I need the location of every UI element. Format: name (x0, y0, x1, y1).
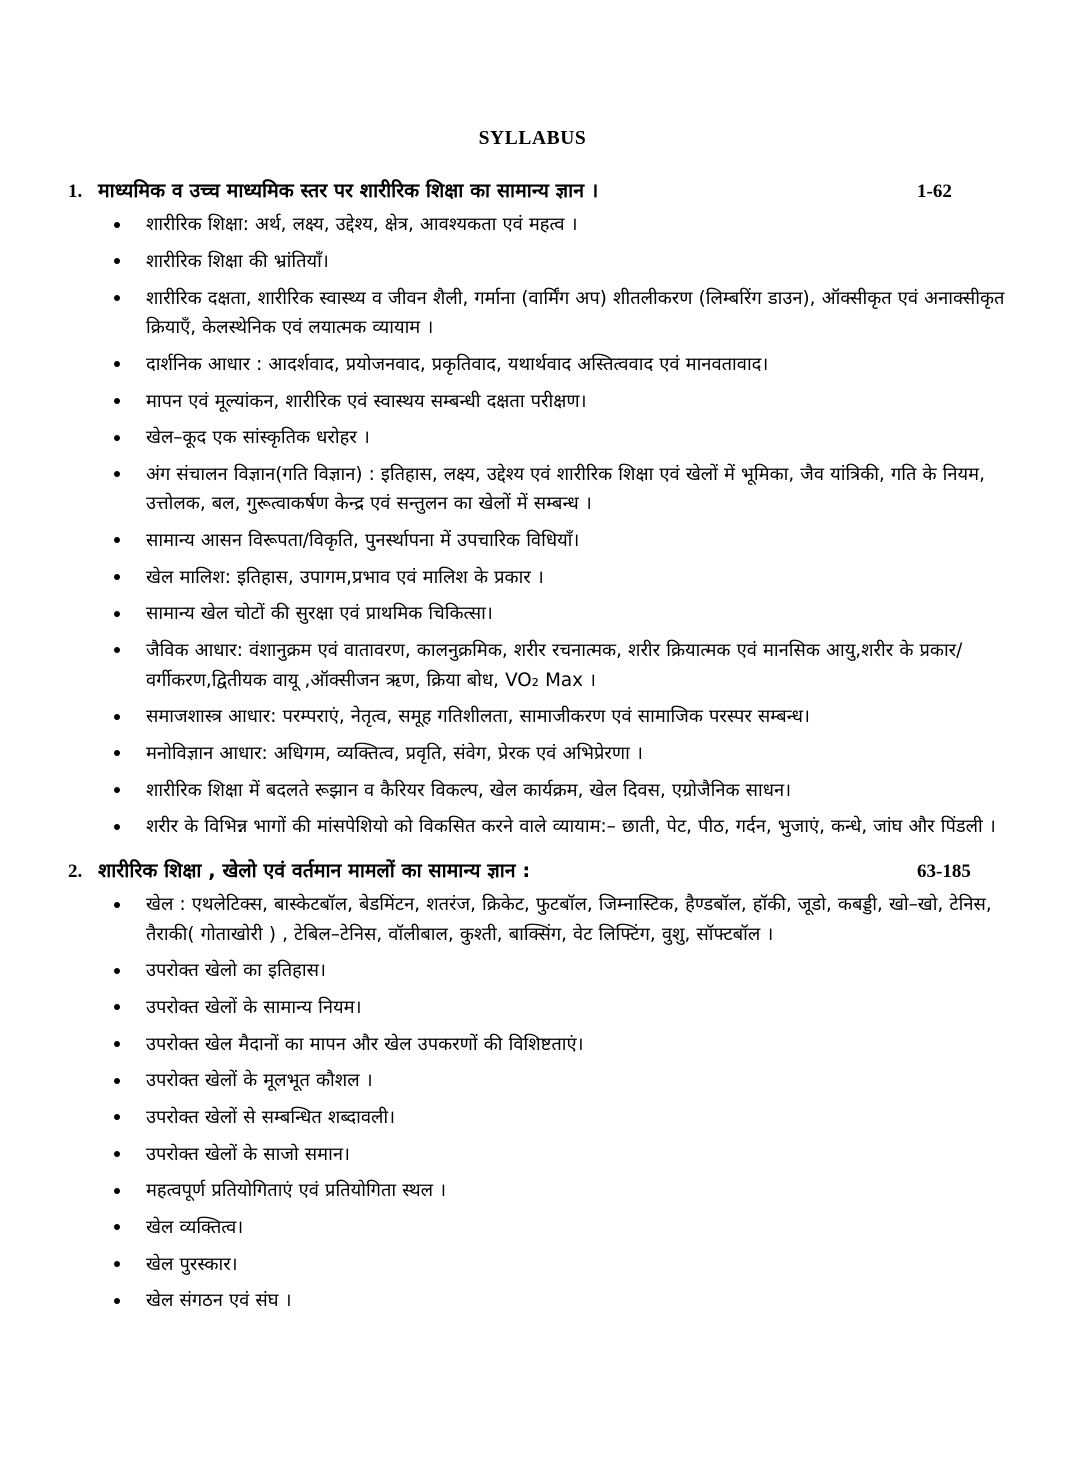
list-item-text: खेल मालिश: इतिहास, उपागम,प्रभाव एवं मालिश के प्रकार । (146, 566, 544, 588)
bullet-dot-icon (114, 902, 120, 908)
list-item (110, 423, 1007, 453)
list-item (110, 247, 1007, 277)
bullet-dot-icon (114, 611, 120, 617)
bullet-dot-icon (114, 471, 120, 477)
list-item-text: शरीर के विभिन्न भागों की मांसपेशियो को विकसित करने वाले व्यायाम:– छाती, पेट, पीठ, गर्दन, भुजाएं, कन्धे, जांघ और पिंडली । (146, 816, 996, 838)
bullet-dot-icon (114, 398, 120, 404)
bullet-dot-icon (114, 1298, 120, 1304)
list-item (110, 210, 1007, 240)
list-item (110, 387, 1007, 417)
list-item (110, 599, 1007, 629)
list-item (110, 1213, 1007, 1243)
list-item-text: मनोविज्ञान आधार: अधिगम, व्यक्तित्व, प्रवृति, संवेग, प्रेरक एवं अभिप्रेरणा । (146, 742, 643, 764)
list-item-text: उपरोक्त खेलों के मूलभूत कौशल । (146, 1070, 373, 1092)
list-item-text: सामान्य आसन विरूपता/विकृति, पुनर्स्थापना में उपचारिक विधियाँ। (146, 530, 580, 552)
list-item-text: दार्शनिक आधार : आदर्शवाद, प्रयोजनवाद, प्रकृतिवाद, यथार्थवाद अस्तित्ववाद एवं मानवतावाद। (146, 353, 769, 375)
list-item (110, 956, 1007, 986)
section-2-number: 2. (68, 860, 83, 882)
list-item-text: जैविक आधार: वंशानुक्रम एवं वातावरण, कालनुक्रमिक, शरीर रचनात्मक, शरीर क्रियात्मक एवं मानसिक आयु,शरीर के प्रकार/वर्गीकरण,द्वितीयक वायू ,ऑक्सीजन ऋण, क्रिया बोध, VO₂ Max । (146, 640, 963, 691)
list-item (110, 460, 1007, 519)
section-2-title: शारीरिक शिक्षा , खेलो एवं वर्तमान मामलों का सामान्य ज्ञान : (98, 858, 531, 882)
list-item-text: खेल : एथलेटिक्स, बास्केटबॉल, बेडमिंटन, शतरंज, क्रिकेट, फुटबॉल, जिम्नास्टिक, हैण्डबॉल, हॉकी, जूडो, कबड्डी, खो–खो, टेनिस, तैराकी( गोताखोरी ) , टेबिल–टेनिस, वॉलीबाल, कुश्ती, बाक्सिंग, वेट लिफ्टिंग, वुशु, सॉफ्टबॉल । (146, 894, 992, 945)
bullet-dot-icon (114, 647, 120, 653)
list-item (110, 1066, 1007, 1096)
section-1-page-range: 1-62 (917, 181, 952, 202)
list-item-text: उपरोक्त खेल मैदानों का मापन और खेल उपकरणों की विशिष्टताएं। (146, 1033, 584, 1055)
bullet-dot-icon (114, 968, 120, 974)
list-item-text: खेल व्यक्तित्व। (146, 1216, 244, 1238)
bullet-dot-icon (114, 1004, 120, 1010)
list-item-text: उपरोक्त खेलों से सम्बन्धित शब्दावली। (146, 1107, 396, 1128)
bullet-dot-icon (114, 824, 120, 830)
list-item-text: शारीरिक शिक्षा: अर्थ, लक्ष्य, उद्देश्य, क्षेत्र, आवश्यकता एवं महत्व । (146, 214, 578, 236)
bullet-dot-icon (114, 258, 120, 264)
bullet-dot-icon (114, 361, 120, 367)
bullet-dot-icon (114, 787, 120, 793)
bullet-dot-icon (114, 714, 120, 720)
list-item (110, 1140, 1007, 1170)
section-1-heading (0, 178, 1065, 204)
list-item-text: उपरोक्त खेलो का इतिहास। (146, 960, 326, 982)
list-item (110, 1030, 1007, 1060)
list-item (110, 1286, 1007, 1316)
section-1-topic-list (0, 210, 1065, 842)
list-item (110, 526, 1007, 556)
list-item (110, 350, 1007, 380)
list-item (110, 284, 1007, 343)
list-item-text: खेल पुरस्कार। (146, 1253, 238, 1275)
list-item-text: अंग संचालन विज्ञान(गति विज्ञान) : इतिहास, लक्ष्य, उद्देश्य एवं शारीरिक शिक्षा एवं खेलों में भूमिका, जैव यांत्रिकी, गति के नियम, उत्तोलक, बल, गुरूत्वाकर्षण केन्द्र एवं सन्तुलन का खेलों में सम्बन्ध । (146, 463, 985, 515)
bullet-dot-icon (114, 574, 120, 580)
bullet-dot-icon (114, 1261, 120, 1267)
bullet-dot-icon (114, 1078, 120, 1084)
list-item (110, 890, 1007, 949)
section-2-heading (0, 858, 1065, 884)
list-item-text: शारीरिक शिक्षा की भ्रांतियाँ। (146, 250, 329, 272)
list-item-text: मापन एवं मूल्यांकन, शारीरिक एवं स्वास्थय सम्बन्धी दक्षता परीक्षण। (146, 390, 587, 412)
bullet-dot-icon (114, 537, 120, 543)
list-item (110, 1176, 1007, 1206)
list-item (110, 1250, 1007, 1280)
bullet-dot-icon (114, 295, 120, 301)
list-item-text: उपरोक्त खेलों के साजो समान। (146, 1143, 350, 1165)
page-title: SYLLABUS (478, 128, 587, 149)
list-item-text: शारीरिक शिक्षा में बदलते रूझान व कैरियर विकल्प, खेल कार्यक्रम, खेल दिवस, एग्रोजैनिक साधन। (146, 779, 792, 801)
section-2-page-range: 63-185 (917, 860, 971, 882)
list-item (110, 993, 1007, 1023)
list-item-text: शारीरिक दक्षता, शारीरिक स्वास्थ्य व जीवन शैली, गर्माना (वार्मिंग अप) शीतलीकरण (लिम्बरिंग डाउन), ऑक्सीकृत एवं अनाक्सीकृत क्रियाएँ, केलस्थेनिक एवं लयात्मक व्यायाम । (146, 287, 1005, 339)
list-item (110, 739, 1007, 769)
bullet-dot-icon (114, 222, 120, 228)
bullet-dot-icon (114, 435, 120, 441)
bullet-dot-icon (114, 1114, 120, 1120)
syllabus-section-2 (0, 858, 1065, 1316)
list-item-text: उपरोक्त खेलों के सामान्य नियम। (146, 997, 362, 1019)
bullet-dot-icon (114, 750, 120, 756)
list-item (110, 776, 1007, 806)
section-1-number: 1. (68, 181, 83, 202)
list-item (110, 1103, 1007, 1133)
section-1-title: माध्यमिक व उच्च माध्यमिक स्तर पर शारीरिक शिक्षा का सामान्य ज्ञान । (98, 179, 599, 202)
list-item-text: सामान्य खेल चोटों की सुरक्षा एवं प्राथमिक चिकित्सा। (146, 603, 493, 625)
list-item-text: खेल संगठन एवं संघ । (146, 1290, 292, 1312)
section-2-topic-list (0, 890, 1065, 1316)
list-item-text: खेल–कूद एक सांस्कृतिक धरोहर । (146, 427, 370, 449)
bullet-dot-icon (114, 1188, 120, 1194)
list-item (110, 636, 1007, 695)
list-item (110, 812, 1007, 842)
syllabus-section-1 (0, 178, 1065, 842)
list-item-text: समाजशास्त्र आधार: परम्पराएं, नेतृत्व, समूह गतिशीलता, सामाजीकरण एवं सामाजिक परस्पर सम्बन्ध। (146, 706, 810, 728)
bullet-dot-icon (114, 1224, 120, 1230)
list-item-text: महत्वपूर्ण प्रतियोगिताएं एवं प्रतियोगिता स्थल । (146, 1180, 447, 1202)
list-item (110, 702, 1007, 732)
list-item (110, 563, 1007, 593)
bullet-dot-icon (114, 1041, 120, 1047)
bullet-dot-icon (114, 1151, 120, 1157)
